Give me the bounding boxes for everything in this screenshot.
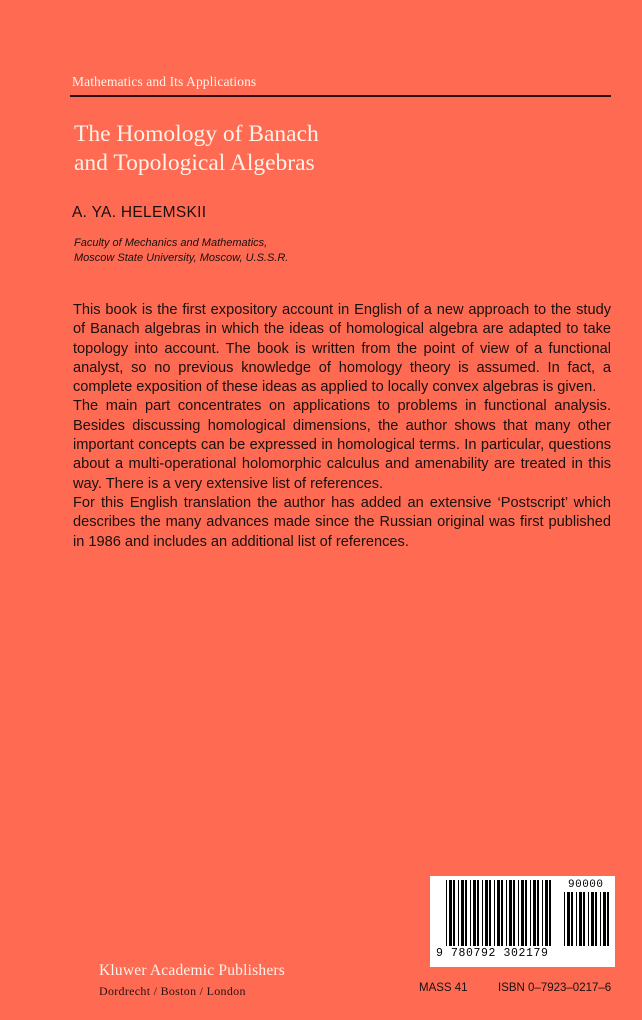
affiliation-line-1: Faculty of Mechanics and Mathematics, [74, 237, 268, 249]
description-paragraph-1: This book is the first expository account in English of a new approach to the study of Banach algebras in which the ideas of homological algebra are adapted to take topology into account. The book is written from the point of view of a functional analyst, so no previous knowledge of homology theory is assumed. In fact, a complete exposition of these ideas as applied to locally convex algebras is given. [73, 302, 611, 396]
author-name: A. YA. HELEMSKII [72, 204, 207, 221]
barcode-addon-digits: 90000 [568, 879, 604, 891]
series-divider [70, 95, 611, 97]
publisher-places: Dordrecht / Boston / London [99, 984, 246, 998]
book-title [74, 120, 574, 178]
isbn-number: ISBN 0–7923–0217–6 [498, 982, 612, 994]
author-affiliation [74, 236, 288, 266]
title-line-1: The Homology of Banach [74, 121, 319, 147]
barcode-digits: 9 780792 302179 [436, 947, 549, 960]
book-description [73, 301, 611, 552]
description-paragraph-2: The main part concentrates on applications to problems in functional analysis. Besides discussing homological dimensions, the author shows that many other important concepts can be expressed in homological terms. In particular, questions about a multi-operational holomorphic calculus and amenability are treated in this way. There is a very extensive list of references. [73, 398, 611, 492]
series-volume: MASS 41 [419, 982, 468, 994]
title-line-2: and Topological Algebras [74, 150, 315, 176]
description-paragraph-3: For this English translation the author has added an extensive ‘Postscript’ which describes the many advances made since the Russian original was first published in 1986 and includes an additional list of references. [73, 494, 611, 550]
isbn-barcode [430, 876, 615, 967]
affiliation-line-2: Moscow State University, Moscow, U.S.S.R. [74, 252, 289, 264]
publisher-name: Kluwer Academic Publishers [99, 962, 285, 979]
series-name: Mathematics and Its Applications [72, 74, 257, 89]
